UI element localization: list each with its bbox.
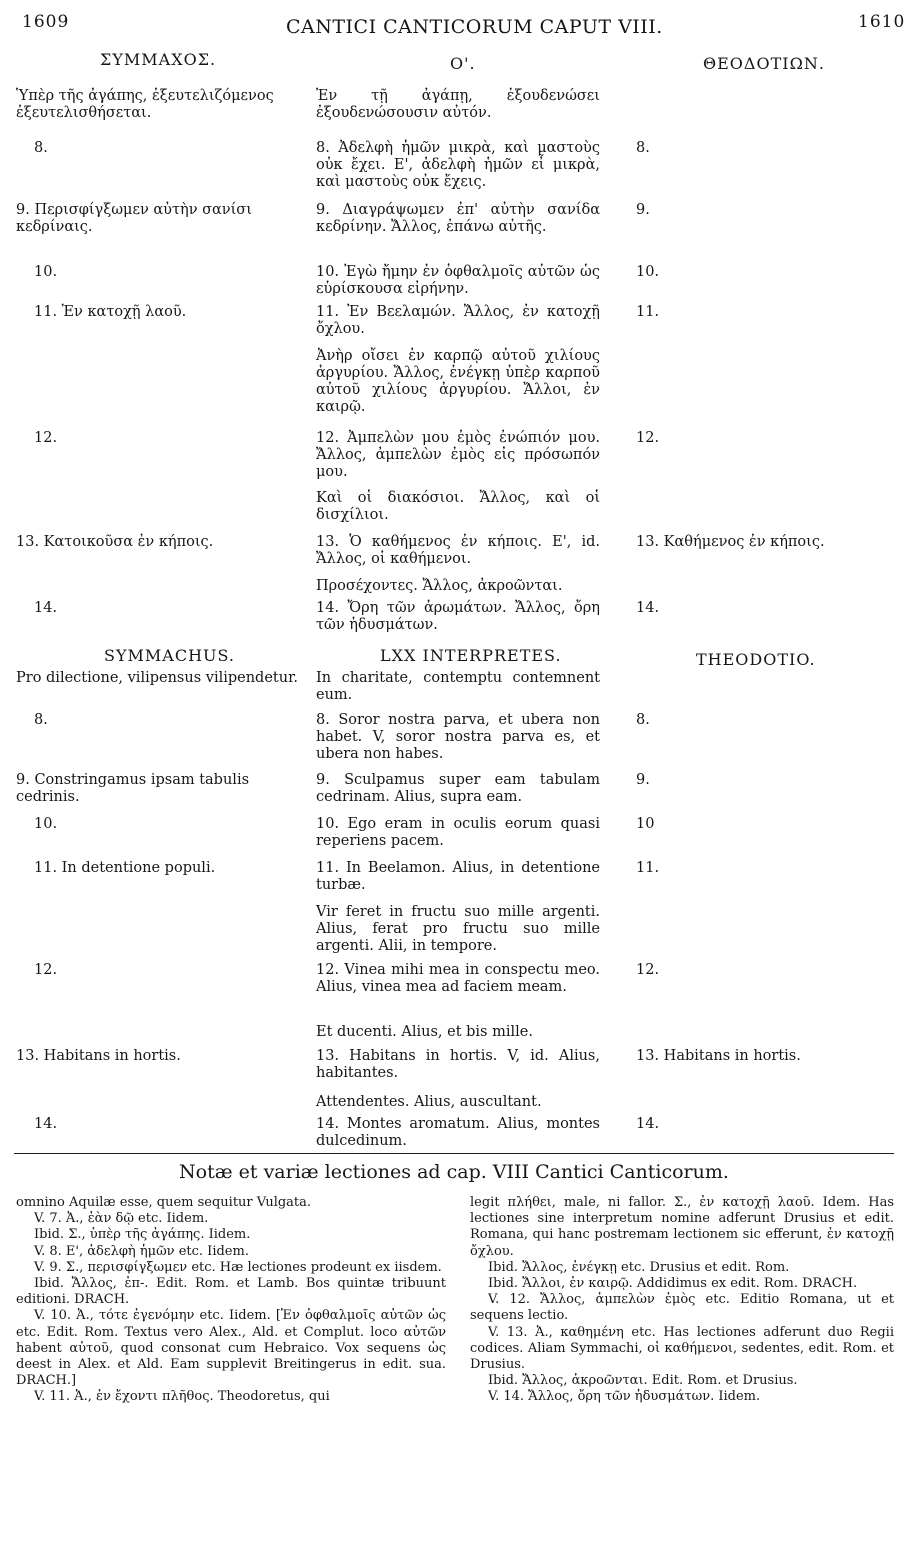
lxx-text: 12. Vinea mihi mea in conspectu meo. Alius, vinea mea ad faciem meam. bbox=[316, 962, 600, 995]
note-paragraph: V. 10. Ἀ., τότε ἐγενόμην etc. Iidem. [Ἐν ὀφθαλμοῖς αὐτῶν ὡς etc. Edit. Rom. Textus vero Alex., Ald. et Complut. loco αὐτῶν habent αὐτοῦ, quod consonat cum Hebraico. Vox sequens ὡς deest in Alex. et Ald. Eam supplevit Breitingerus in edit. sua. DRACH.] bbox=[16, 1308, 446, 1389]
note-paragraph: V. 13. Ἀ., καθημένη etc. Has lectiones adferunt duo Regii codices. Aliam Symmachi, οἱ καθήμενοι, sedentes, edit. Rom. et Drusius. bbox=[470, 1324, 894, 1373]
lxx-text: 9. Διαγράψωμεν ἐπ' αὐτὴν σανίδα κεδρίνην. Ἄλλος, ἐπάνω αὐτῆς. bbox=[316, 202, 600, 235]
lxx-text: Ἀνὴρ οἴσει ἐν καρπῷ αὐτοῦ χιλίους ἀργυρίου. Ἄλλος, ἐνέγκῃ ὑπὲρ καρποῦ αὐτοῦ χιλίους ἀργυρίου. Ἄλλοι, ἐν καιρῷ. bbox=[316, 348, 600, 415]
theodotion-text: 10. bbox=[636, 264, 660, 280]
note-paragraph: V. 8. Ε', ἀδελφὴ ἡμῶν etc. Iidem. bbox=[34, 1243, 249, 1259]
theodotion-text: 14. bbox=[636, 1116, 660, 1132]
theodotion-text: 14. bbox=[636, 600, 660, 616]
note-paragraph: Ibid. Ἄλλος, ἐπ-. Edit. Rom. et Lamb. Bos quintæ tribuunt editioni. DRACH. bbox=[16, 1276, 446, 1308]
theodotion-text: 12. bbox=[636, 430, 660, 446]
theodotion-text: 8. bbox=[636, 712, 650, 728]
lxx-text: Vir feret in fructu suo mille argenti. Alius, ferat pro fructu suo mille argenti. Alii, in tempore. bbox=[316, 904, 600, 954]
note-paragraph: V. 7. Ἀ., ἐὰν δῷ etc. Iidem. bbox=[34, 1211, 209, 1227]
theodotion-text: 12. bbox=[636, 962, 660, 978]
lxx-text: Προσέχοντες. Ἄλλος, ἀκροῶνται. bbox=[316, 578, 563, 594]
heading-lxx-greek: Ο'. bbox=[450, 54, 476, 73]
symmachus-text: Ὑπὲρ τῆς ἀγάπης, ἐξευτελιζόμενος ἐξευτελισθήσεται. bbox=[16, 88, 274, 121]
symmachus-text: 12. bbox=[34, 962, 58, 978]
heading-symmachus-latin: SYMMACHUS. bbox=[104, 646, 235, 665]
lxx-text: 8. Soror nostra parva, et ubera non habet. V, soror nostra parva es, et ubera non habes. bbox=[316, 712, 600, 762]
note-paragraph: Ibid. Ἄλλος, ἀκροῶνται. Edit. Rom. et Drusius. bbox=[488, 1373, 798, 1389]
page-number-right: 1610 bbox=[858, 12, 906, 32]
note-paragraph: V. 9. Σ., περισφίγξωμεν etc. Hæ lectiones prodeunt ex iisdem. bbox=[34, 1259, 442, 1275]
running-title: CANTICI CANTICORUM CAPUT VIII. bbox=[286, 16, 663, 38]
heading-lxx-latin: LXX INTERPRETES. bbox=[380, 646, 562, 665]
section-divider bbox=[14, 1153, 894, 1154]
notes-title: Notæ et variæ lectiones ad cap. VIII Cantici Canticorum. bbox=[179, 1161, 729, 1183]
note-paragraph: Ibid. Ἄλλοι, ἐν καιρῷ. Addidimus ex edit. Rom. DRACH. bbox=[488, 1276, 858, 1292]
lxx-text: 13. Ὁ καθήμενος ἐν κήποις. Ε', id. Ἄλλος, οἱ καθήμενοι. bbox=[316, 534, 600, 567]
symmachus-text: 10. bbox=[34, 264, 58, 280]
theodotion-text: 9. bbox=[636, 772, 650, 788]
heading-theodotion-greek: ΘΕΟΔΟΤΙΩΝ. bbox=[703, 54, 825, 73]
note-paragraph: V. 11. Ἀ., ἐν ἔχοντι πλῆθος. Theodoretus, qui bbox=[34, 1389, 330, 1405]
theodotion-text: 13. Habitans in hortis. bbox=[636, 1048, 801, 1064]
heading-symmachus-greek: ΣΥΜΜΑΧΟΣ. bbox=[100, 50, 217, 69]
symmachus-text: 9. Constringamus ipsam tabulis cedrinis. bbox=[16, 772, 250, 805]
note-paragraph: Ibid. Ἄλλος, ἐνέγκῃ etc. Drusius et edit. Rom. bbox=[488, 1259, 790, 1275]
note-paragraph: V. 14. Ἄλλος, ὄρη τῶν ἡδυσμάτων. Iidem. bbox=[488, 1389, 761, 1405]
lxx-text: 10. Ἐγὼ ἤμην ἐν ὀφθαλμοῖς αὐτῶν ὡς εὑρίσκουσα εἰρήνην. bbox=[316, 264, 600, 297]
lxx-text: 8. Ἀδελφὴ ἡμῶν μικρὰ, καὶ μαστοὺς οὐκ ἔχει. Ε', ἀδελφὴ ἡμῶν εἶ μικρὰ, καὶ μαστοὺς οὐκ ἔχεις. bbox=[316, 140, 600, 190]
symmachus-text: 9. Περισφίγξωμεν αὐτὴν σανίσι κεδρίναις. bbox=[16, 202, 252, 235]
lxx-text: Attendentes. Alius, auscultant. bbox=[316, 1094, 542, 1110]
symmachus-text: 13. Habitans in hortis. bbox=[16, 1048, 181, 1064]
symmachus-text: 10. bbox=[34, 816, 58, 832]
lxx-text: 9. Sculpamus super eam tabulam cedrinam. Alius, supra eam. bbox=[316, 772, 600, 805]
symmachus-text: 8. bbox=[34, 712, 48, 728]
lxx-text: 11. Ἐν Βεελαμών. Ἄλλος, ἐν κατοχῇ ὄχλου. bbox=[316, 304, 600, 337]
lxx-text: Καὶ οἱ διακόσιοι. Ἄλλος, καὶ οἱ δισχίλιοι. bbox=[316, 490, 600, 523]
note-paragraph: V. 12. Ἄλλος, ἀμπελὼν ἐμὸς etc. Editio Romana, ut et sequens lectio. bbox=[470, 1292, 894, 1324]
lxx-text: Et ducenti. Alius, et bis mille. bbox=[316, 1024, 533, 1040]
symmachus-text: 8. bbox=[34, 140, 48, 156]
lxx-text: 10. Ego eram in oculis eorum quasi reperiens pacem. bbox=[316, 816, 600, 849]
theodotion-text: 13. Καθήμενος ἐν κήποις. bbox=[636, 534, 825, 550]
notes-left-column bbox=[16, 1195, 446, 1406]
symmachus-text: 12. bbox=[34, 430, 58, 446]
note-paragraph: Ibid. Σ., ὑπὲρ τῆς ἀγάπης. Iidem. bbox=[34, 1227, 251, 1243]
theodotion-text: 9. bbox=[636, 202, 650, 218]
theodotion-text: 11. bbox=[636, 860, 660, 876]
symmachus-text: 14. bbox=[34, 1116, 58, 1132]
lxx-text: 12. Ἀμπελὼν μου ἐμὸς ἐνώπιόν μου. Ἄλλος, ἀμπελὼν ἐμὸς εἰς πρόσωπόν μου. bbox=[316, 430, 600, 480]
lxx-text: 13. Habitans in hortis. V, id. Alius, habitantes. bbox=[316, 1048, 600, 1081]
symmachus-text: 14. bbox=[34, 600, 58, 616]
lxx-text: 14. Montes aromatum. Alius, montes dulcedinum. bbox=[316, 1116, 600, 1149]
symmachus-text: 11. Ἐν κατοχῇ λαοῦ. bbox=[34, 304, 187, 320]
heading-theodotion-latin: THEODOTIO. bbox=[696, 650, 816, 669]
note-paragraph: legit πλήθει, male, ni fallor. Σ., ἐν κατοχῇ λαοῦ. Idem. Has lectiones sine interpretum nomine adferunt Drusius et edit. Romana, qui hanc postremam lectionem sic efferunt, ἐν κατοχῇ ὄχλου. bbox=[470, 1195, 894, 1259]
theodotion-text: 11. bbox=[636, 304, 660, 320]
symmachus-text: 13. Κατοικοῦσα ἐν κήποις. bbox=[16, 534, 214, 550]
lxx-text: In charitate, contemptu contemnent eum. bbox=[316, 670, 600, 703]
lxx-text: 14. Ὄρη τῶν ἀρωμάτων. Ἄλλος, ὄρη τῶν ἡδυσμάτων. bbox=[316, 600, 600, 633]
symmachus-text: Pro dilectione, vilipensus vilipendetur. bbox=[16, 670, 299, 686]
lxx-text: Ἐν τῇ ἀγάπῃ, ἐξουδενώσει ἐξουδενώσουσιν αὐτόν. bbox=[316, 88, 600, 121]
symmachus-text: 11. In detentione populi. bbox=[34, 860, 216, 876]
page-number-left: 1609 bbox=[22, 12, 70, 32]
lxx-text: 11. In Beelamon. Alius, in detentione turbæ. bbox=[316, 860, 600, 893]
notes-right-column bbox=[470, 1195, 894, 1406]
note-paragraph: omnino Aquilæ esse, quem sequitur Vulgata. bbox=[16, 1195, 312, 1210]
theodotion-text: 10 bbox=[636, 816, 655, 832]
theodotion-text: 8. bbox=[636, 140, 650, 156]
